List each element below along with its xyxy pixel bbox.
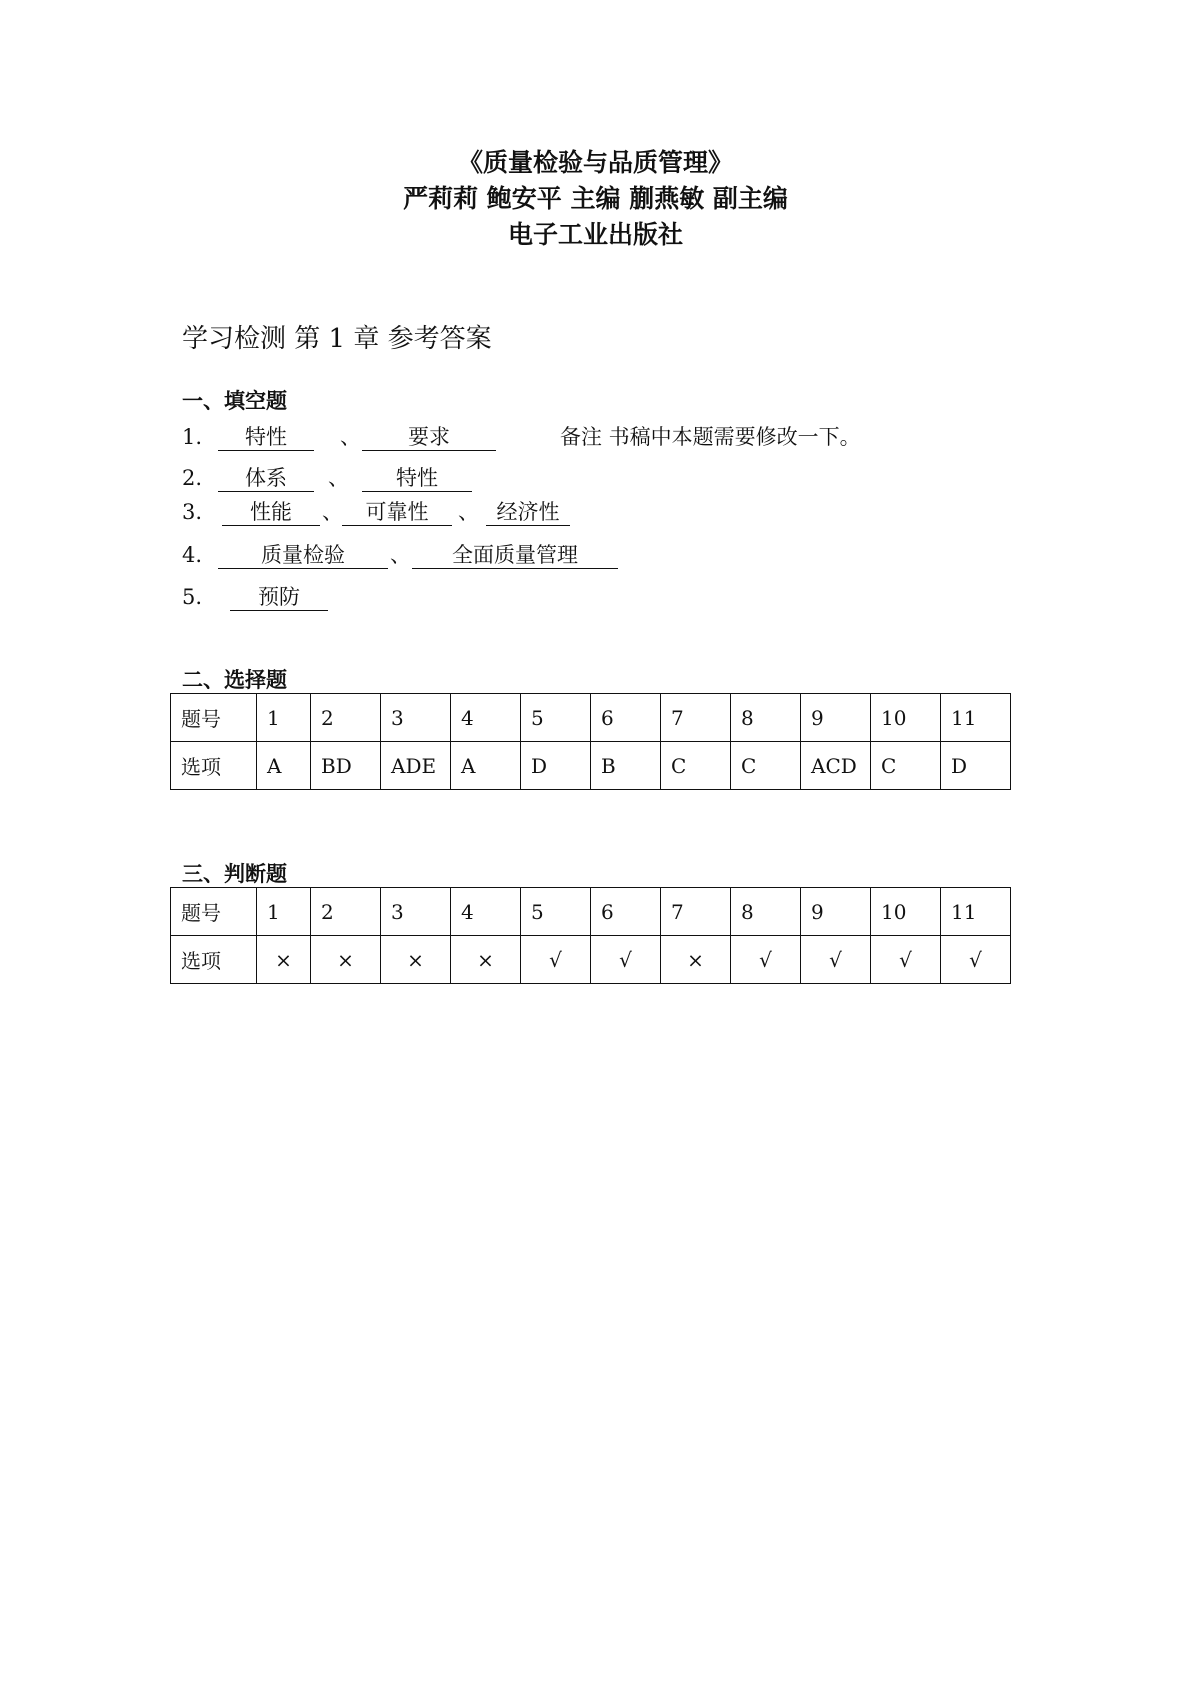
item-number: 5. xyxy=(182,585,203,609)
answer-blank: 性能 xyxy=(222,497,320,526)
answer-blank: 质量检验 xyxy=(218,540,388,569)
answer-cell: C xyxy=(731,742,801,790)
answer-cell: × xyxy=(311,936,381,984)
answer-blank: 体系 xyxy=(218,463,314,492)
row-label: 题号 xyxy=(171,888,257,936)
answer-cell: × xyxy=(451,936,521,984)
multiple-choice-table xyxy=(170,693,1011,790)
true-false-heading: 三、判断题 xyxy=(182,862,287,886)
separator: 、 xyxy=(390,543,411,567)
question-number: 8 xyxy=(731,694,801,742)
answer-cell: √ xyxy=(941,936,1011,984)
answer-cell: D xyxy=(941,742,1011,790)
item-number: 2. xyxy=(182,466,203,490)
question-number: 5 xyxy=(521,888,591,936)
answer-cell: BD xyxy=(311,742,381,790)
answer-cell: C xyxy=(661,742,731,790)
question-number: 1 xyxy=(257,694,311,742)
book-title: 《质量检验与品质管理》 xyxy=(457,148,733,177)
answer-cell: B xyxy=(591,742,661,790)
answer-cell: C xyxy=(871,742,941,790)
publisher-line: 电子工业出版社 xyxy=(507,220,683,249)
question-number: 1 xyxy=(257,888,311,936)
page-subtitle: 学习检测 第 1 章 参考答案 xyxy=(182,324,492,354)
question-number: 4 xyxy=(451,694,521,742)
question-number: 5 xyxy=(521,694,591,742)
true-false-table xyxy=(170,887,1011,984)
answer-cell: A xyxy=(257,742,311,790)
answer-cell: √ xyxy=(521,936,591,984)
answer-cell: A xyxy=(451,742,521,790)
answer-cell: ACD xyxy=(801,742,871,790)
question-number: 11 xyxy=(941,694,1011,742)
question-number: 3 xyxy=(381,888,451,936)
answer-cell: × xyxy=(381,936,451,984)
separator: 、 xyxy=(328,466,349,490)
editor-note: 备注 书稿中本题需要修改一下。 xyxy=(560,425,861,449)
answer-blank: 特性 xyxy=(218,422,314,451)
question-number: 8 xyxy=(731,888,801,936)
answer-cell: √ xyxy=(591,936,661,984)
item-number: 1. xyxy=(182,425,203,449)
answer-cell: ADE xyxy=(381,742,451,790)
question-number: 10 xyxy=(871,694,941,742)
separator: 、 xyxy=(458,500,479,524)
question-number: 9 xyxy=(801,888,871,936)
answer-cell: √ xyxy=(731,936,801,984)
question-number: 2 xyxy=(311,694,381,742)
table-row xyxy=(171,936,1011,984)
answer-blank: 可靠性 xyxy=(342,497,452,526)
table-row xyxy=(171,742,1011,790)
answer-blank: 经济性 xyxy=(486,497,570,526)
table-row xyxy=(171,694,1011,742)
question-number: 11 xyxy=(941,888,1011,936)
answer-cell: × xyxy=(661,936,731,984)
separator: 、 xyxy=(322,500,343,524)
answer-cell: √ xyxy=(801,936,871,984)
row-label: 题号 xyxy=(171,694,257,742)
editors-line: 严莉莉 鲍安平 主编 蒯燕敏 副主编 xyxy=(403,184,788,213)
item-number: 3. xyxy=(182,500,203,524)
fill-blank-heading: 一、填空题 xyxy=(182,389,287,413)
separator: 、 xyxy=(340,425,361,449)
document-header xyxy=(0,145,1191,253)
question-number: 7 xyxy=(661,694,731,742)
answer-blank: 预防 xyxy=(230,582,328,611)
answer-cell: × xyxy=(257,936,311,984)
row-label: 选项 xyxy=(171,936,257,984)
answer-blank: 全面质量管理 xyxy=(412,540,618,569)
answer-cell: √ xyxy=(871,936,941,984)
multiple-choice-heading: 二、选择题 xyxy=(182,668,287,692)
answer-blank: 特性 xyxy=(362,463,472,492)
question-number: 2 xyxy=(311,888,381,936)
table-row xyxy=(171,888,1011,936)
item-number: 4. xyxy=(182,543,203,567)
question-number: 7 xyxy=(661,888,731,936)
answer-cell: D xyxy=(521,742,591,790)
question-number: 6 xyxy=(591,694,661,742)
answer-blank: 要求 xyxy=(362,422,496,451)
question-number: 4 xyxy=(451,888,521,936)
question-number: 10 xyxy=(871,888,941,936)
row-label: 选项 xyxy=(171,742,257,790)
question-number: 9 xyxy=(801,694,871,742)
question-number: 3 xyxy=(381,694,451,742)
question-number: 6 xyxy=(591,888,661,936)
